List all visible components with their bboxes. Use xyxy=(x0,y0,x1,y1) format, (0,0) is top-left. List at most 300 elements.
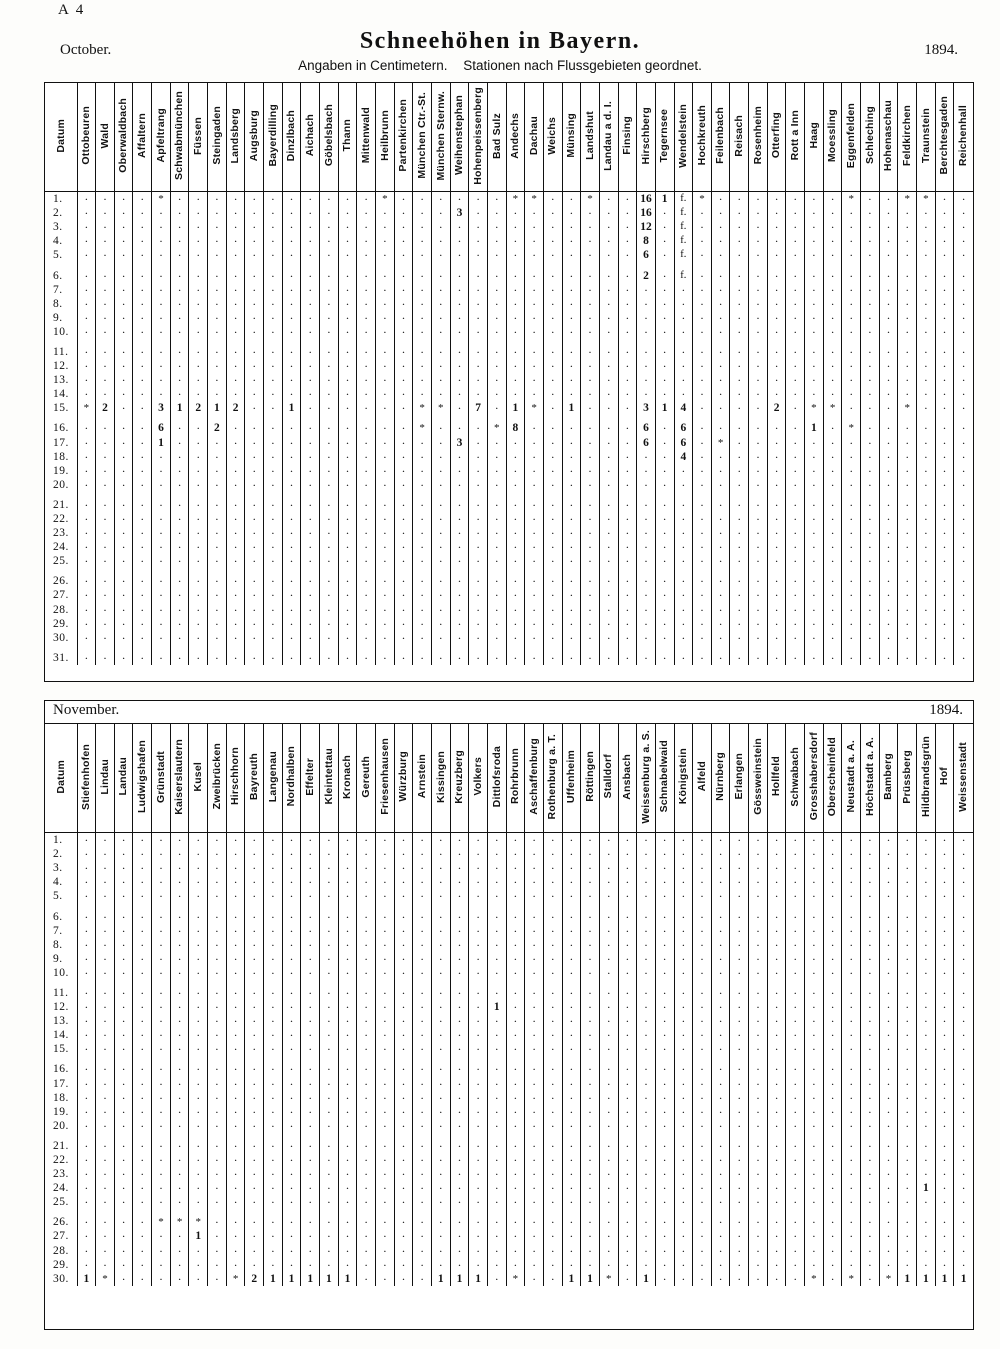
measurement-cell xyxy=(674,401,693,415)
measurement-cell xyxy=(693,373,712,387)
measurement-value: · xyxy=(177,833,182,848)
measurement-cell xyxy=(655,464,674,478)
measurement-cell xyxy=(357,588,376,602)
measurement-cell xyxy=(525,387,544,401)
measurement-value: · xyxy=(867,296,872,311)
measurement-cell xyxy=(562,952,581,966)
measurement-value: · xyxy=(923,1014,928,1029)
measurement-cell xyxy=(581,631,600,645)
measurement-cell xyxy=(96,617,115,631)
measurement-value: · xyxy=(830,421,835,436)
table-row xyxy=(45,631,973,645)
measurement-cell xyxy=(749,986,768,1000)
measurement-cell xyxy=(730,833,749,848)
measurement-cell xyxy=(637,1028,656,1042)
measurement-cell xyxy=(487,311,506,325)
measurement-cell xyxy=(898,373,917,387)
measurement-cell xyxy=(450,359,469,373)
measurement-cell xyxy=(469,387,488,401)
measurement-value: · xyxy=(326,497,331,512)
measurement-value: · xyxy=(923,435,928,450)
measurement-cell xyxy=(730,421,749,435)
measurement-value: · xyxy=(606,387,611,402)
measurement-cell xyxy=(431,1014,450,1028)
measurement-value: · xyxy=(942,248,947,263)
measurement-value: · xyxy=(811,574,816,589)
measurement-value: · xyxy=(867,833,872,848)
measurement-value: · xyxy=(867,602,872,617)
measurement-cell xyxy=(114,220,133,234)
measurement-cell xyxy=(823,952,842,966)
measurement-value: · xyxy=(905,220,910,235)
measurement-value: · xyxy=(961,965,966,980)
measurement-value: · xyxy=(345,497,350,512)
measurement-cell xyxy=(469,617,488,631)
measurement-cell xyxy=(674,938,693,952)
measurement-value: · xyxy=(326,1028,331,1043)
measurement-cell xyxy=(487,603,506,617)
measurement-cell xyxy=(394,526,413,540)
measurement-cell xyxy=(487,248,506,262)
measurement-cell xyxy=(170,311,189,325)
measurement-cell xyxy=(711,986,730,1000)
measurement-cell xyxy=(879,588,898,602)
measurement-cell xyxy=(898,986,917,1000)
measurement-cell xyxy=(674,1014,693,1028)
measurement-cell xyxy=(338,966,357,980)
measurement-value: · xyxy=(961,574,966,589)
measurement-cell xyxy=(338,1000,357,1014)
measurement-value: · xyxy=(196,847,201,862)
measurement-value: · xyxy=(699,650,704,665)
measurement-value: 8 xyxy=(643,235,649,248)
measurement-value: · xyxy=(420,282,425,297)
measurement-value: · xyxy=(867,324,872,339)
measurement-value: · xyxy=(718,220,723,235)
measurement-value: · xyxy=(737,220,742,235)
measurement-value: · xyxy=(457,359,462,374)
measurement-cell xyxy=(264,875,283,889)
measurement-value: · xyxy=(942,965,947,980)
measurement-value: · xyxy=(588,833,593,848)
table-row xyxy=(45,924,973,938)
measurement-value: · xyxy=(662,574,667,589)
measurement-value: · xyxy=(830,268,835,283)
row-date-cell: 6. xyxy=(45,909,77,923)
measurement-cell xyxy=(842,325,861,339)
measurement-cell xyxy=(935,875,954,889)
measurement-cell xyxy=(935,617,954,631)
measurement-cell xyxy=(599,1014,618,1028)
measurement-value: · xyxy=(625,540,630,555)
measurement-value: · xyxy=(84,554,89,569)
measurement-value: · xyxy=(793,602,798,617)
measurement-value: · xyxy=(588,909,593,924)
measurement-cell xyxy=(749,268,768,282)
measurement-value: · xyxy=(438,875,443,890)
measurement-value: · xyxy=(905,554,910,569)
measurement-cell xyxy=(320,512,339,526)
measurement-value: · xyxy=(550,373,555,388)
measurement-cell xyxy=(898,387,917,401)
measurement-cell xyxy=(730,450,749,464)
measurement-value: · xyxy=(289,310,294,325)
measurement-value: · xyxy=(849,248,854,263)
measurement-value: 6 xyxy=(680,436,687,449)
measurement-value: · xyxy=(513,248,518,263)
measurement-cell xyxy=(655,498,674,512)
measurement-value: · xyxy=(961,526,966,541)
measurement-value: · xyxy=(550,951,555,966)
measurement-value: · xyxy=(364,435,369,450)
measurement-value: · xyxy=(849,359,854,374)
measurement-value: · xyxy=(681,359,686,374)
measurement-value: · xyxy=(214,1028,219,1043)
measurement-cell xyxy=(469,325,488,339)
measurement-value: · xyxy=(289,234,294,249)
measurement-value: · xyxy=(140,923,145,938)
measurement-value: · xyxy=(401,463,406,478)
measurement-value: · xyxy=(401,833,406,848)
measurement-value: · xyxy=(476,421,481,436)
measurement-cell xyxy=(581,248,600,262)
measurement-value: · xyxy=(793,373,798,388)
measurement-cell xyxy=(133,651,152,665)
measurement-value: · xyxy=(923,282,928,297)
measurement-cell xyxy=(805,833,824,848)
measurement-cell xyxy=(823,373,842,387)
measurement-value: · xyxy=(308,923,313,938)
measurement-value: · xyxy=(793,387,798,402)
measurement-value: · xyxy=(494,310,499,325)
measurement-cell xyxy=(320,450,339,464)
measurement-cell xyxy=(823,603,842,617)
measurement-value: · xyxy=(755,965,760,980)
measurement-cell xyxy=(450,387,469,401)
measurement-value: · xyxy=(102,449,107,464)
measurement-cell xyxy=(413,1014,432,1028)
measurement-cell xyxy=(954,345,973,359)
measurement-value: · xyxy=(438,923,443,938)
measurement-cell xyxy=(599,401,618,415)
measurement-cell xyxy=(506,924,525,938)
measurement-value: · xyxy=(755,206,760,221)
measurement-cell xyxy=(338,311,357,325)
measurement-cell xyxy=(581,1014,600,1028)
measurement-cell xyxy=(543,373,562,387)
measurement-cell xyxy=(208,833,227,848)
measurement-cell xyxy=(77,603,96,617)
measurement-cell xyxy=(226,325,245,339)
measurement-value: · xyxy=(681,477,686,492)
station-column-header xyxy=(133,83,152,192)
measurement-cell xyxy=(338,401,357,415)
measurement-cell xyxy=(506,603,525,617)
measurement-value: · xyxy=(849,373,854,388)
measurement-value: · xyxy=(569,296,574,311)
measurement-value: · xyxy=(681,554,686,569)
measurement-cell xyxy=(655,512,674,526)
measurement-cell xyxy=(898,861,917,875)
measurement-value: · xyxy=(457,588,462,603)
station-column-header xyxy=(133,724,152,833)
measurement-cell xyxy=(898,450,917,464)
measurement-cell xyxy=(693,387,712,401)
measurement-value: · xyxy=(588,435,593,450)
measurement-cell xyxy=(301,1000,320,1014)
measurement-value: · xyxy=(233,875,238,890)
measurement-value: · xyxy=(681,602,686,617)
measurement-value: · xyxy=(644,540,649,555)
measurement-value: · xyxy=(382,1000,387,1015)
station-label: München Sternw. xyxy=(434,90,447,181)
measurement-cell xyxy=(954,248,973,262)
measurement-cell xyxy=(338,359,357,373)
station-label: Kaiserslautern xyxy=(173,738,186,815)
measurement-cell xyxy=(133,924,152,938)
measurement-value: · xyxy=(606,373,611,388)
station-column-header xyxy=(506,83,525,192)
measurement-cell xyxy=(226,220,245,234)
measurement-value: · xyxy=(961,588,966,603)
measurement-cell xyxy=(562,986,581,1000)
row-date-cell: 9. xyxy=(45,952,77,966)
measurement-cell xyxy=(208,861,227,875)
measurement-value: · xyxy=(364,574,369,589)
measurement-cell xyxy=(506,401,525,415)
measurement-cell xyxy=(96,986,115,1000)
measurement-value: · xyxy=(849,387,854,402)
measurement-cell xyxy=(506,909,525,923)
measurement-cell xyxy=(543,401,562,415)
measurement-value: · xyxy=(140,248,145,263)
measurement-value: · xyxy=(606,282,611,297)
measurement-value: * xyxy=(531,193,537,206)
measurement-value: · xyxy=(84,951,89,966)
station-column-header xyxy=(637,83,656,192)
measurement-value: · xyxy=(345,192,350,207)
measurement-cell xyxy=(431,311,450,325)
measurement-cell xyxy=(301,450,320,464)
measurement-value: · xyxy=(345,574,350,589)
measurement-value: · xyxy=(308,937,313,952)
measurement-value: · xyxy=(867,234,872,249)
measurement-cell xyxy=(264,909,283,923)
measurement-value: · xyxy=(457,937,462,952)
measurement-cell xyxy=(674,450,693,464)
measurement-cell xyxy=(749,875,768,889)
measurement-value: · xyxy=(849,310,854,325)
measurement-cell xyxy=(450,847,469,861)
measurement-cell xyxy=(450,966,469,980)
measurement-cell xyxy=(469,986,488,1000)
measurement-cell xyxy=(730,1000,749,1014)
measurement-value: · xyxy=(270,909,275,924)
measurement-cell xyxy=(823,450,842,464)
measurement-value: · xyxy=(270,234,275,249)
measurement-cell xyxy=(581,421,600,435)
measurement-value: 3 xyxy=(643,402,649,415)
measurement-cell xyxy=(562,1000,581,1014)
station-label: Gössweinstein xyxy=(751,738,764,815)
measurement-cell xyxy=(618,311,637,325)
measurement-value: · xyxy=(438,234,443,249)
measurement-value: · xyxy=(252,344,257,359)
measurement-cell xyxy=(711,952,730,966)
measurement-value: · xyxy=(252,889,257,904)
measurement-cell xyxy=(655,450,674,464)
measurement-cell xyxy=(786,512,805,526)
measurement-cell xyxy=(749,603,768,617)
measurement-cell xyxy=(525,297,544,311)
measurement-cell xyxy=(152,833,171,848)
measurement-cell xyxy=(189,847,208,861)
measurement-cell xyxy=(805,311,824,325)
measurement-value: · xyxy=(308,833,313,848)
measurement-value: · xyxy=(177,421,182,436)
measurement-cell xyxy=(152,909,171,923)
subtitle-ordering: Stationen nach Flussgebieten geordnet. xyxy=(463,58,702,73)
measurement-cell xyxy=(189,1014,208,1028)
station-column-header xyxy=(357,724,376,833)
measurement-cell xyxy=(842,966,861,980)
measurement-value: · xyxy=(158,526,163,541)
measurement-cell xyxy=(376,311,395,325)
measurement-value: · xyxy=(849,477,854,492)
measurement-cell xyxy=(805,617,824,631)
measurement-cell xyxy=(786,373,805,387)
measurement-cell xyxy=(264,248,283,262)
measurement-cell xyxy=(917,359,936,373)
measurement-value: · xyxy=(270,650,275,665)
measurement-value: · xyxy=(905,1014,910,1029)
measurement-cell xyxy=(543,311,562,325)
measurement-value: · xyxy=(737,861,742,876)
measurement-value: · xyxy=(420,909,425,924)
measurement-value: · xyxy=(364,449,369,464)
measurement-cell xyxy=(226,540,245,554)
measurement-value: · xyxy=(588,1028,593,1043)
measurement-value: · xyxy=(737,574,742,589)
measurement-value: · xyxy=(625,234,630,249)
measurement-cell xyxy=(543,833,562,848)
measurement-cell xyxy=(114,847,133,861)
measurement-cell xyxy=(842,387,861,401)
measurement-value: · xyxy=(364,602,369,617)
measurement-cell xyxy=(674,359,693,373)
measurement-value: · xyxy=(793,248,798,263)
measurement-cell xyxy=(208,909,227,923)
measurement-value: · xyxy=(867,477,872,492)
measurement-cell xyxy=(935,478,954,492)
measurement-cell xyxy=(805,1000,824,1014)
measurement-value: · xyxy=(811,909,816,924)
measurement-cell xyxy=(562,588,581,602)
measurement-cell xyxy=(655,938,674,952)
station-column-header xyxy=(189,83,208,192)
station-column-header xyxy=(96,83,115,192)
measurement-value: · xyxy=(867,909,872,924)
measurement-value: · xyxy=(755,574,760,589)
measurement-value: · xyxy=(438,310,443,325)
measurement-cell xyxy=(282,359,301,373)
measurement-cell xyxy=(767,192,786,207)
measurement-value: · xyxy=(401,220,406,235)
measurement-cell xyxy=(730,283,749,297)
measurement-cell xyxy=(189,554,208,568)
measurement-cell xyxy=(786,952,805,966)
station-column-header xyxy=(506,724,525,833)
measurement-value: · xyxy=(420,220,425,235)
measurement-cell xyxy=(506,248,525,262)
measurement-cell xyxy=(431,540,450,554)
station-label: Stiefenhofen xyxy=(80,743,93,810)
measurement-value: · xyxy=(961,401,966,416)
measurement-cell xyxy=(861,478,880,492)
measurement-cell xyxy=(96,478,115,492)
measurement-value: · xyxy=(364,401,369,416)
measurement-cell xyxy=(264,861,283,875)
measurement-cell xyxy=(77,421,96,435)
measurement-value: · xyxy=(625,220,630,235)
measurement-value: · xyxy=(774,540,779,555)
station-label: Hohenaschau xyxy=(882,99,895,172)
measurement-value: · xyxy=(177,324,182,339)
measurement-value: · xyxy=(382,847,387,862)
station-label: Apfeltrang xyxy=(154,108,167,163)
measurement-cell xyxy=(189,631,208,645)
measurement-cell xyxy=(487,192,506,207)
measurement-value: · xyxy=(755,630,760,645)
measurement-cell xyxy=(674,861,693,875)
measurement-value: · xyxy=(569,435,574,450)
measurement-cell xyxy=(152,387,171,401)
measurement-value: · xyxy=(905,909,910,924)
measurement-value: · xyxy=(158,373,163,388)
measurement-cell xyxy=(487,297,506,311)
measurement-cell xyxy=(96,1000,115,1014)
measurement-cell xyxy=(637,1000,656,1014)
measurement-cell xyxy=(786,889,805,903)
measurement-value: · xyxy=(233,220,238,235)
measurement-cell xyxy=(674,631,693,645)
measurement-value: · xyxy=(102,574,107,589)
measurement-cell xyxy=(767,206,786,220)
measurement-value: · xyxy=(345,359,350,374)
measurement-cell xyxy=(935,986,954,1000)
row-date-cell: 24. xyxy=(45,540,77,554)
station-label: Ansbach xyxy=(621,753,634,800)
measurement-value: · xyxy=(494,951,499,966)
measurement-cell xyxy=(655,297,674,311)
measurement-cell xyxy=(394,875,413,889)
measurement-cell xyxy=(450,478,469,492)
measurement-cell xyxy=(413,234,432,248)
measurement-value: · xyxy=(550,310,555,325)
measurement-value: · xyxy=(121,1000,126,1015)
measurement-cell xyxy=(693,554,712,568)
measurement-value: · xyxy=(476,861,481,876)
measurement-cell xyxy=(917,234,936,248)
measurement-cell xyxy=(282,833,301,848)
measurement-cell xyxy=(114,373,133,387)
measurement-cell xyxy=(898,283,917,297)
october-header-row xyxy=(45,83,973,192)
measurement-cell xyxy=(208,847,227,861)
measurement-value: · xyxy=(905,206,910,221)
measurement-cell xyxy=(506,220,525,234)
measurement-cell xyxy=(954,450,973,464)
